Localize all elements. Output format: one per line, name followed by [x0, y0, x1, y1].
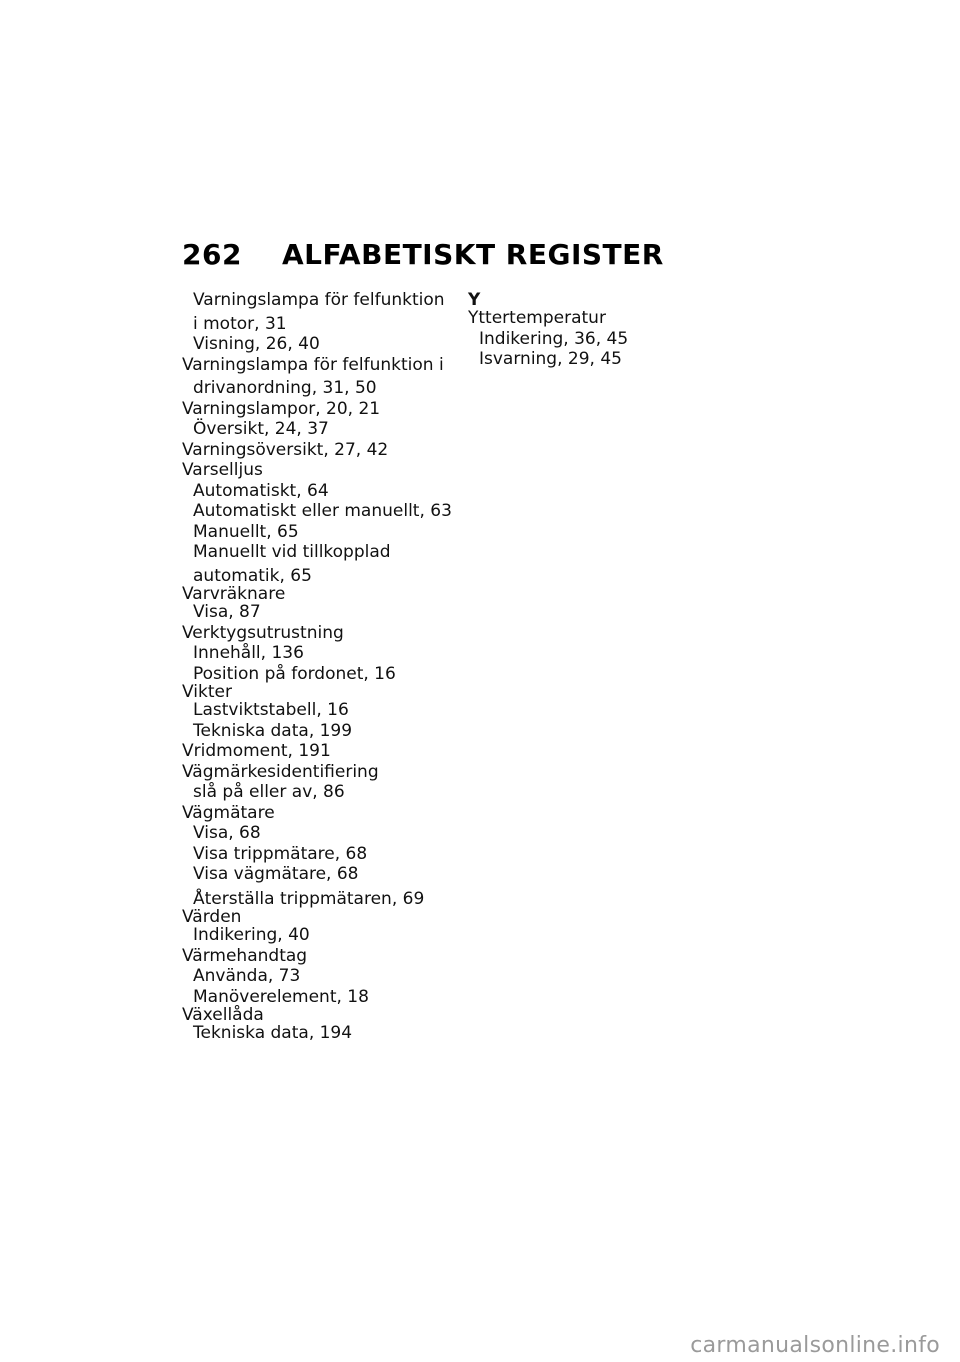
index-column-right: [468, 290, 668, 370]
index-subentry: Automatiskt eller manuellt, 63: [193, 501, 452, 521]
index-subentry: automatik, 65: [193, 565, 312, 586]
index-letter-heading: Y: [468, 290, 481, 310]
index-subentry: Indikering, 36, 45: [479, 328, 629, 349]
index-subentry: slå på eller av, 86: [193, 782, 345, 802]
index-entry: Vikter: [182, 682, 232, 702]
index-entry: Värden: [182, 907, 242, 927]
index-subentry: Manuellt, 65: [193, 521, 299, 542]
index-subentry: Översikt, 24, 37: [193, 419, 329, 439]
index-entry: Varvräknare: [182, 584, 286, 604]
page-title: ALFABETISKT REGISTER: [282, 238, 664, 271]
index-entry: Vridmoment, 191: [182, 741, 331, 761]
page-number: 262: [182, 238, 242, 271]
index-subentry: i motor, 31: [193, 313, 287, 334]
index-subentry: Position på fordonet, 16: [193, 663, 396, 684]
index-subentry: Indikering, 40: [193, 925, 310, 945]
index-subentry: Återställa trippmätaren, 69: [193, 888, 425, 909]
index-entry: Varselljus: [182, 460, 263, 480]
index-subentry: Tekniska data, 199: [193, 720, 353, 741]
index-subentry: Manuellt vid tillkopplad: [193, 542, 391, 562]
index-subentry: Varningslampa för felfunktion: [193, 290, 445, 310]
index-subentry: Visa trippmätare, 68: [193, 843, 368, 864]
index-entry: Varningsöversikt, 27, 42: [182, 439, 389, 460]
index-subentry: Manöverelement, 18: [193, 986, 369, 1007]
watermark: carmanualsonline.info: [690, 1333, 940, 1358]
index-entry: Vägmätare: [182, 802, 275, 823]
page-header: [182, 238, 664, 271]
index-subentry: Innehåll, 136: [193, 643, 304, 663]
index-subentry: Automatiskt, 64: [193, 480, 329, 501]
index-subentry: drivanordning, 31, 50: [193, 378, 377, 398]
index-entry: Verktygsutrustning: [182, 622, 344, 643]
index-entry: Yttertemperatur: [468, 308, 606, 328]
index-subentry: Visa, 68: [193, 823, 261, 843]
index-subentry: Visa vägmätare, 68: [193, 864, 359, 884]
index-subentry: Lastviktstabell, 16: [193, 700, 349, 720]
index-subentry: Tekniska data, 194: [193, 1023, 353, 1043]
index-entry: Varningslampa för felfunktion i: [182, 354, 444, 375]
index-subentry: Använda, 73: [193, 966, 301, 986]
index-subentry: Visa, 87: [193, 602, 261, 622]
index-subentry: Isvarning, 29, 45: [479, 349, 622, 369]
index-entry: Växellåda: [182, 1005, 264, 1025]
index-subentry: Visning, 26, 40: [193, 334, 320, 354]
index-column-left: [182, 290, 452, 1044]
index-entry: Vägmärkesidentifiering: [182, 761, 379, 782]
index-entry: Varningslampor, 20, 21: [182, 398, 381, 419]
index-entry: Värmehandtag: [182, 945, 308, 966]
